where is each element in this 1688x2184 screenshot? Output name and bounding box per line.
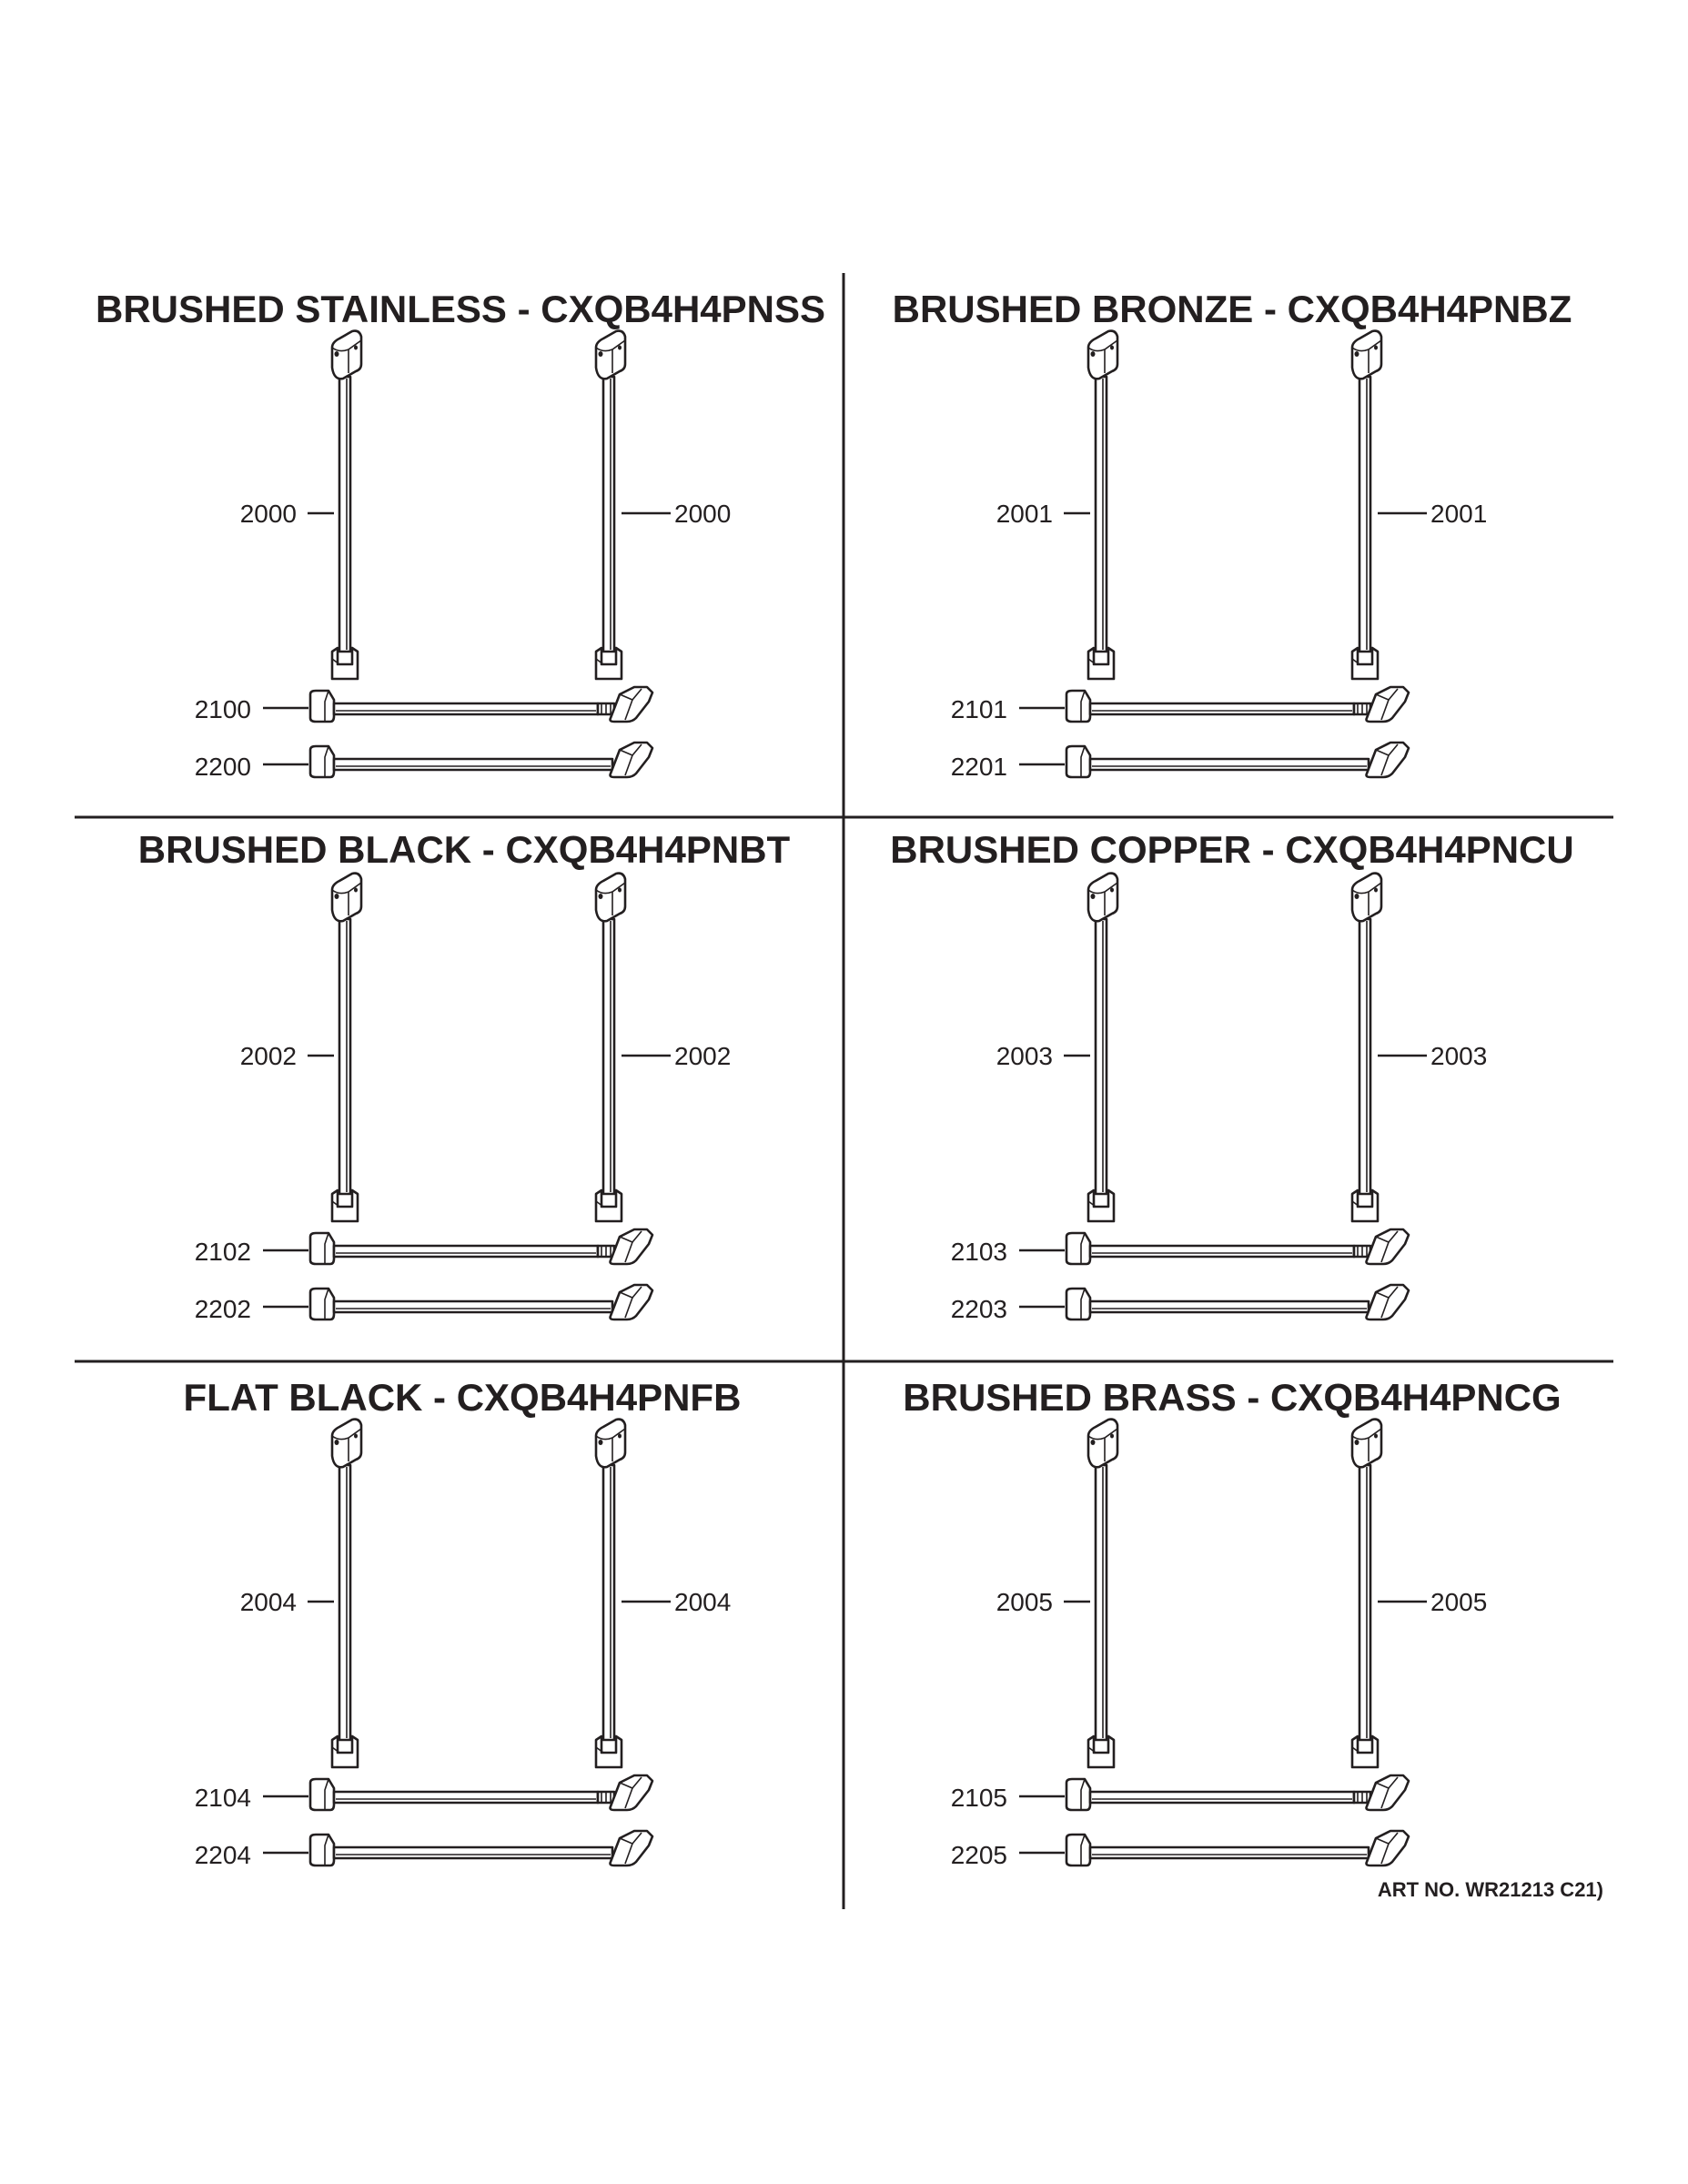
callout-right-handle: 2004 <box>674 1588 732 1616</box>
lower-horizontal-bar <box>1066 1831 1409 1866</box>
panel-title: BRUSHED STAINLESS - CXQB4H4PNSS <box>95 288 826 330</box>
left-vertical-handle <box>1088 874 1117 1221</box>
left-vertical-handle <box>332 331 361 679</box>
callout-lower-bar: 2202 <box>194 1295 251 1323</box>
panel-title: BRUSHED BLACK - CXQB4H4PNBT <box>137 828 791 871</box>
panel-flat-black <box>184 1376 742 1869</box>
callout-right-handle: 2005 <box>1430 1588 1488 1616</box>
callout-upper-bar: 2102 <box>194 1238 251 1266</box>
callout-lower-bar: 2204 <box>194 1841 251 1869</box>
callout-upper-bar: 2103 <box>950 1238 1007 1266</box>
callout-left-handle: 2004 <box>239 1588 297 1616</box>
left-vertical-handle <box>1088 1420 1117 1767</box>
lower-horizontal-bar <box>310 743 652 777</box>
upper-horizontal-bar <box>1066 687 1409 722</box>
callout-upper-bar: 2104 <box>194 1784 251 1812</box>
callout-upper-bar: 2105 <box>950 1784 1007 1812</box>
panel-brushed-stainless <box>96 288 825 781</box>
callout-lower-bar: 2200 <box>194 753 251 781</box>
callout-lower-bar: 2203 <box>950 1295 1007 1323</box>
callout-right-handle: 2001 <box>1430 500 1488 528</box>
callout-left-handle: 2003 <box>996 1042 1053 1070</box>
right-vertical-handle <box>1352 1420 1381 1767</box>
callout-left-handle: 2002 <box>239 1042 297 1070</box>
callout-left-handle: 2000 <box>239 500 297 528</box>
right-vertical-handle <box>596 874 625 1221</box>
panel-brushed-copper <box>890 828 1573 1323</box>
callout-upper-bar: 2100 <box>194 695 251 723</box>
panel-brushed-brass <box>903 1376 1561 1869</box>
panel-title: FLAT BLACK - CXQB4H4PNFB <box>183 1376 742 1419</box>
callout-upper-bar: 2101 <box>950 695 1007 723</box>
callout-left-handle: 2001 <box>996 500 1053 528</box>
panel-brushed-bronze <box>893 288 1572 781</box>
right-vertical-handle <box>1352 874 1381 1221</box>
upper-horizontal-bar <box>1066 1229 1409 1264</box>
panel-title: BRUSHED BRASS - CXQB4H4PNCG <box>903 1376 1562 1419</box>
panel-title: BRUSHED COPPER - CXQB4H4PNCU <box>890 828 1574 871</box>
callout-right-handle: 2002 <box>674 1042 732 1070</box>
callout-lower-bar: 2205 <box>950 1841 1007 1869</box>
upper-horizontal-bar <box>310 687 652 722</box>
right-vertical-handle <box>596 1420 625 1767</box>
callout-right-handle: 2003 <box>1430 1042 1488 1070</box>
left-vertical-handle <box>332 1420 361 1767</box>
callout-left-handle: 2005 <box>996 1588 1053 1616</box>
panel-title: BRUSHED BRONZE - CXQB4H4PNBZ <box>892 288 1572 330</box>
callout-lower-bar: 2201 <box>950 753 1007 781</box>
callout-right-handle: 2000 <box>674 500 732 528</box>
lower-horizontal-bar <box>310 1831 652 1866</box>
upper-horizontal-bar <box>1066 1775 1409 1810</box>
left-vertical-handle <box>332 874 361 1221</box>
right-vertical-handle <box>1352 331 1381 679</box>
lower-horizontal-bar <box>1066 743 1409 777</box>
left-vertical-handle <box>1088 331 1117 679</box>
lower-horizontal-bar <box>1066 1285 1409 1320</box>
right-vertical-handle <box>596 331 625 679</box>
art-number: ART NO. WR21213 C21) <box>1377 1878 1603 1901</box>
upper-horizontal-bar <box>310 1775 652 1810</box>
upper-horizontal-bar <box>310 1229 652 1264</box>
lower-horizontal-bar <box>310 1285 652 1320</box>
panel-brushed-black <box>138 828 791 1323</box>
